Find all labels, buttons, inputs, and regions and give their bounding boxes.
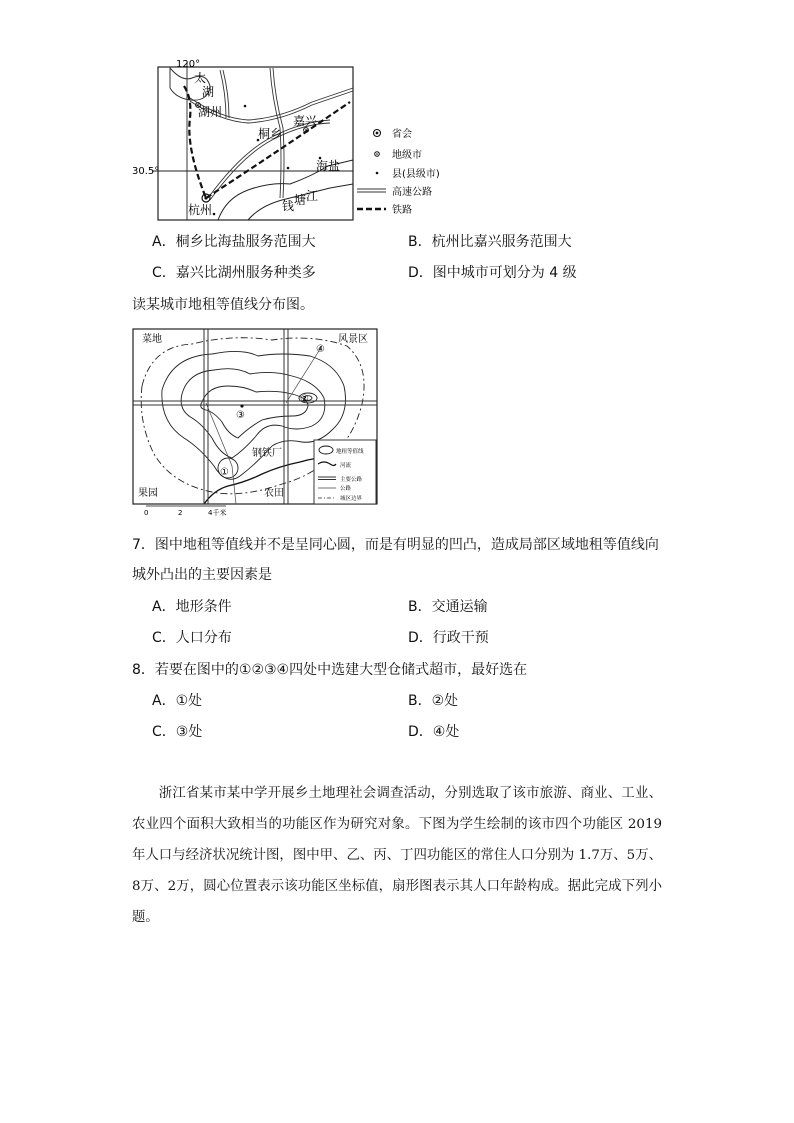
- q6-option-a[interactable]: [152, 232, 316, 252]
- option-key: B．: [408, 693, 432, 709]
- option-key: D．: [408, 265, 433, 281]
- map2-site-4: ④: [316, 344, 325, 355]
- map1-label-qiantang-2: 塘: [294, 193, 307, 207]
- scale-2: 2: [178, 509, 183, 517]
- q8-option-b[interactable]: [408, 691, 458, 711]
- scale-0: 0: [144, 509, 149, 517]
- map1-lat-label: 30.5°: [132, 166, 160, 177]
- option-key: A．: [152, 234, 176, 250]
- q8-option-d[interactable]: [408, 722, 459, 742]
- map2-legend-main-road: 主要公路: [340, 477, 363, 483]
- option-key: C．: [152, 724, 176, 740]
- option-text: 桐乡比海盐服务范围大: [175, 234, 316, 250]
- map1-label-qiantang-3: 江: [306, 189, 319, 203]
- passage-text: 浙江省某市某中学开展乡土地理社会调查活动，分别选取了该市旅游、商业、工业、农业四个面积大致相当的功能区作为研究对象。下图为学生绘制的该市四个功能区 2019 年人口与经济状况统计图，图中甲、乙、丙、丁四功能区的常住人口分别为 1.7万、5万、8万、2万，圆心位置表示该功能区坐标值，扇形图表示其人口年龄构成。据此完成下列小题。: [132, 786, 662, 925]
- map2-label-nongtian: 农田: [264, 488, 284, 499]
- option-text: 杭州比嘉兴服务范围大: [431, 234, 572, 250]
- option-key: B．: [408, 234, 432, 250]
- map2-site-1: ①: [220, 467, 229, 478]
- map1-legend-prefecture: 地级市: [392, 150, 422, 161]
- q7-stem-line2: 城外凸出的主要因素是: [132, 567, 272, 583]
- map2-legend: [314, 440, 376, 504]
- map2-legend-river: 河流: [340, 463, 352, 469]
- map2-label-guoyuan: 果园: [138, 488, 158, 499]
- option-text: 人口分布: [175, 630, 232, 646]
- map1-legend-county: 县(县级市): [392, 169, 440, 180]
- intro-text: 读某城市地租等值线分布图。: [132, 297, 314, 313]
- map1-legend: [357, 127, 440, 216]
- map2-scale-bar: [144, 506, 226, 517]
- q8-stem: 8．若要在图中的①②③④四处中选建大型仓储式超市，最好选在: [132, 662, 528, 678]
- q6-option-b[interactable]: [408, 232, 572, 252]
- map1-svg: [130, 58, 440, 223]
- option-text: 行政干预: [432, 630, 489, 646]
- option-key: A．: [152, 599, 176, 615]
- map2-legend-isoline: 地租等值线: [336, 449, 364, 455]
- map1-label-huzhou: 湖州: [198, 105, 223, 119]
- option-key: C．: [152, 630, 176, 646]
- map1-railways: [184, 86, 350, 198]
- map1-label-taihu-2: 湖: [202, 85, 215, 99]
- option-text: ③处: [175, 724, 203, 740]
- map1-legend-expressway: 高速公路: [392, 187, 432, 198]
- map2-label-gangtie: 钢铁厂: [252, 448, 282, 459]
- option-key: B．: [408, 599, 432, 615]
- legend-county-icon: [376, 172, 379, 175]
- map2-site-3: ③: [236, 410, 245, 421]
- option-text: 地形条件: [175, 599, 232, 615]
- q7-option-a[interactable]: [152, 597, 232, 617]
- map1-label-haiyan: 海盐: [316, 159, 341, 173]
- option-text: ④处: [432, 724, 460, 740]
- map1-label-qiantang-1: 钱: [282, 199, 295, 213]
- q8-option-a[interactable]: [152, 691, 202, 711]
- map1-label-taihu-1: 太: [194, 71, 207, 85]
- option-key: D．: [408, 724, 433, 740]
- map1-label-hangzhou: 杭州: [188, 203, 213, 217]
- q8-option-c[interactable]: [152, 722, 202, 742]
- map1-label-tongxiang: 桐乡: [258, 127, 283, 141]
- map1-legend-capital: 省会: [392, 129, 412, 140]
- map1-legend-railway: 铁路: [392, 205, 412, 216]
- map2-label-fengjing: 风景区: [338, 334, 368, 345]
- q7-option-d[interactable]: [408, 628, 489, 648]
- map1-label-jiaxing: 嘉兴: [293, 114, 318, 128]
- map2-site-2: ②: [300, 394, 309, 405]
- map2-legend-boundary: 城区边界: [340, 496, 363, 502]
- map2-legend-road: 公路: [340, 486, 352, 492]
- q6-option-d[interactable]: [408, 263, 577, 283]
- q6-option-c[interactable]: [152, 263, 316, 283]
- option-text: ②处: [431, 693, 459, 709]
- map1-lon-label: 120°: [176, 59, 201, 70]
- q7-option-c[interactable]: [152, 628, 232, 648]
- scale-4: 4千米: [208, 509, 227, 517]
- map2-label-caidi: 菜地: [142, 334, 162, 345]
- option-key: A．: [152, 693, 176, 709]
- option-text: 嘉兴比湖州服务种类多: [175, 265, 316, 281]
- map1-figure: [130, 58, 440, 223]
- option-key: D．: [408, 630, 433, 646]
- map2-svg: [132, 326, 382, 520]
- option-text: 交通运输: [431, 599, 488, 615]
- q7-option-b[interactable]: [408, 597, 488, 617]
- map2-figure: [132, 326, 382, 520]
- option-text: ①处: [175, 693, 203, 709]
- option-key: C．: [152, 265, 176, 281]
- option-text: 图中城市可划分为 4 级: [432, 265, 577, 281]
- q7-stem-line1: 7．图中地租等值线并不是呈同心圆，而是有明显的凹凸，造成局部区域地租等值线向: [132, 537, 659, 553]
